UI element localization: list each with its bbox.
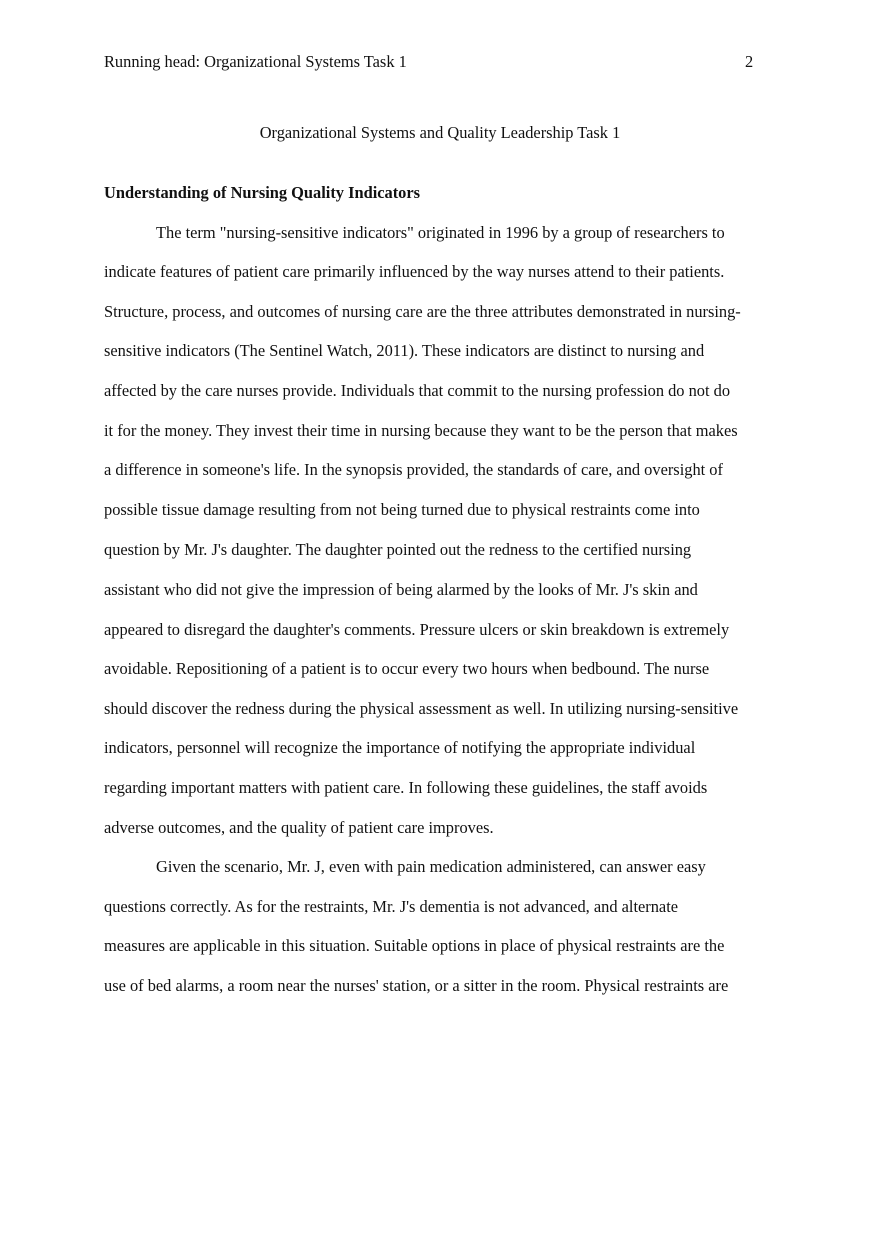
paragraph-line: Structure, process, and outcomes of nursing care are the three attributes demonstrated in nursing- — [104, 302, 741, 321]
paragraph-line: questions correctly. As for the restraints, Mr. J's dementia is not advanced, and alternate — [104, 897, 679, 916]
paragraph-line: it for the money. They invest their time in nursing because they want to be the person that makes — [104, 421, 738, 440]
paragraph-line: indicate features of patient care primarily influenced by the way nurses attend to their patients. — [104, 262, 725, 281]
paragraph-line: a difference in someone's life. In the synopsis provided, the standards of care, and oversight of — [104, 460, 723, 479]
paragraph-line: appeared to disregard the daughter's comments. Pressure ulcers or skin breakdown is extremely — [104, 620, 730, 639]
document-title: Organizational Systems and Quality Leadership Task 1 — [259, 123, 621, 142]
paragraph-line: avoidable. Repositioning of a patient is to occur every two hours when bedbound. The nurse — [104, 659, 710, 678]
paragraph-line: indicators, personnel will recognize the importance of notifying the appropriate individual — [104, 738, 696, 757]
running-head: Running head: Organizational Systems Task 1 — [104, 52, 407, 71]
paragraph-line: The term "nursing-sensitive indicators" originated in 1996 by a group of researchers to — [156, 223, 725, 242]
paragraph-line: adverse outcomes, and the quality of patient care improves. — [104, 818, 494, 837]
page-number: 2 — [745, 52, 754, 71]
paragraph-line: use of bed alarms, a room near the nurses' station, or a sitter in the room. Physical restraints are — [104, 976, 729, 995]
section-heading: Understanding of Nursing Quality Indicators — [104, 183, 421, 202]
paragraph-line: question by Mr. J's daughter. The daughter pointed out the redness to the certified nursing — [104, 540, 692, 559]
paragraph-line: should discover the redness during the physical assessment as well. In utilizing nursing-sensitive — [104, 699, 739, 718]
paragraph-line: sensitive indicators (The Sentinel Watch, 2011). These indicators are distinct to nursing and — [104, 341, 705, 360]
paragraph-line: Given the scenario, Mr. J, even with pain medication administered, can answer easy — [156, 857, 706, 876]
paragraph-line: possible tissue damage resulting from not being turned due to physical restraints come into — [104, 500, 700, 519]
paragraph-line: affected by the care nurses provide. Individuals that commit to the nursing profession do not do — [104, 381, 731, 400]
paragraph-line: measures are applicable in this situation. Suitable options in place of physical restraints are the — [104, 936, 725, 955]
paragraph-line: regarding important matters with patient care. In following these guidelines, the staff avoids — [104, 778, 708, 797]
paragraph-line: assistant who did not give the impression of being alarmed by the looks of Mr. J's skin and — [104, 580, 698, 599]
